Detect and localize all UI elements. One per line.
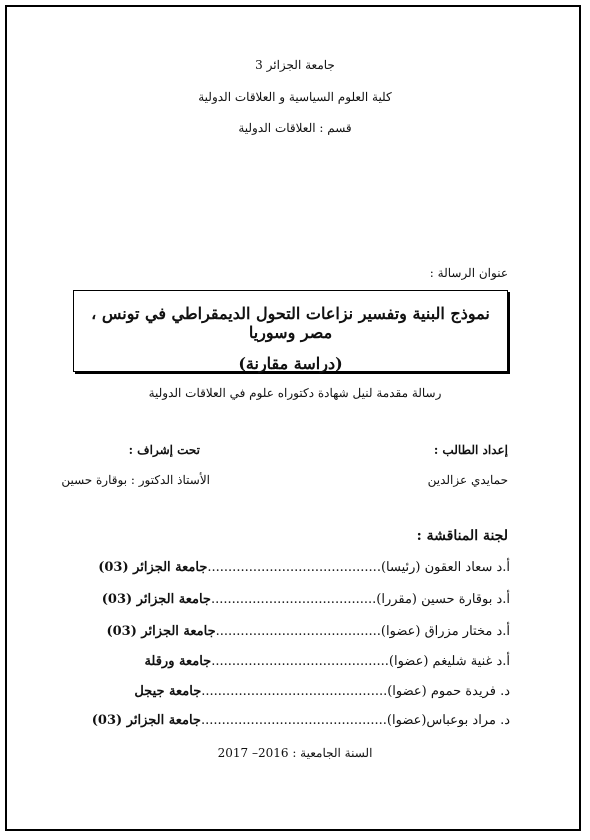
- committee-row: [92, 713, 510, 728]
- committee-member: أ.د مختار مزراق (عضوا)........................................: [215, 624, 510, 639]
- thesis-title-label: عنوان الرسالة :: [429, 266, 508, 280]
- committee-university: جامعة الجزائر (03): [98, 560, 208, 575]
- committee-university: جامعة الجزائر (03): [91, 713, 201, 728]
- university-name: جامعة الجزائر 3: [255, 58, 335, 72]
- committee-label: لجنة المناقشة :: [416, 528, 508, 544]
- committee-member: د. مراد بوعباس(عضوا).............................................: [200, 713, 510, 728]
- department-name: قسم : العلاقات الدولية: [238, 121, 352, 135]
- committee-row: [134, 684, 510, 699]
- committee-member: د. فريدة حموم (عضوا).............................................: [201, 684, 510, 699]
- faculty-name: كلية العلوم السياسية و العلاقات الدولية: [198, 90, 392, 104]
- committee-university: جامعة جيجل: [134, 684, 202, 699]
- committee-member: أ.د غنية شليغم (عضوا)...........................................: [211, 654, 510, 669]
- thesis-title-box: [73, 290, 508, 372]
- prepared-by-label: إعداد الطالب :: [433, 443, 508, 457]
- committee-university: جامعة الجزائر (03): [101, 592, 211, 607]
- committee-university: جامعة ورقلة: [144, 654, 212, 669]
- degree-statement: رسالة مقدمة لنيل شهادة دكتوراه علوم في العلاقات الدولية: [148, 386, 442, 400]
- thesis-title-line1: نموذج البنية وتفسير نزاعات التحول الديمقراطي في تونس ، مصر وسوريا: [91, 304, 490, 342]
- committee-member: أ.د سعاد العقون (رئيسا)..........................................: [207, 560, 510, 575]
- committee-row: [98, 560, 510, 575]
- supervisor-name: الأستاذ الدكتور : بوقارة حسين: [61, 473, 210, 487]
- committee-university: جامعة الجزائر (03): [106, 624, 216, 639]
- committee-row: [106, 624, 510, 639]
- academic-year: السنة الجامعية : 2016– 2017: [217, 746, 373, 760]
- committee-row: [102, 592, 510, 607]
- supervision-label: تحت إشراف :: [128, 443, 200, 457]
- committee-row: [144, 654, 510, 669]
- student-name: حمايدي عزالدين: [427, 473, 508, 487]
- thesis-title-line2: (دراسة مقارنة): [238, 354, 343, 373]
- committee-member: أ.د بوقارة حسين (مقررا)........................................: [210, 592, 510, 607]
